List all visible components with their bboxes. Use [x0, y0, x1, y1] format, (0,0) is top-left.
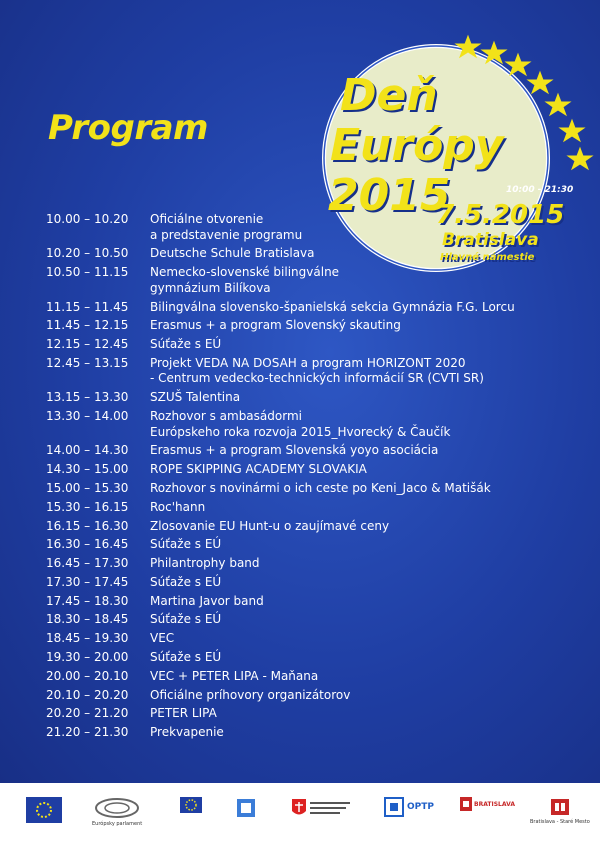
schedule-time: 16.30 – 16.45	[46, 537, 129, 552]
schedule-row	[46, 500, 586, 516]
star-icon	[528, 72, 552, 93]
schedule-row	[46, 481, 586, 497]
page-title: Program	[48, 108, 208, 148]
schedule-event: Erasmus + a program Slovenský skauting	[150, 318, 401, 333]
schedule-time: 18.45 – 19.30	[46, 631, 129, 646]
schedule-time: 12.15 – 12.45	[46, 337, 129, 352]
schedule-time: 15.30 – 16.15	[46, 499, 129, 514]
schedule-row	[46, 443, 586, 459]
schedule-time: 10.20 – 10.50	[46, 246, 129, 261]
schedule-row	[46, 462, 586, 478]
schedule-time: 12.45 – 13.15	[46, 355, 129, 370]
logo-year: 2015	[328, 170, 451, 221]
schedule-time: 14.30 – 15.00	[46, 462, 129, 477]
schedule-time: 14.00 – 14.30	[46, 443, 129, 458]
schedule-event: Súťaže s EÚ	[150, 574, 222, 589]
schedule-row	[46, 246, 586, 262]
european-commission-icon	[26, 797, 62, 823]
schedule-time: 10.00 – 10.20	[46, 212, 129, 226]
schedule-event: VEC	[150, 631, 175, 646]
schedule-event: Martina Javor band	[150, 593, 264, 608]
logo-time: 10:00 - 21:30	[506, 185, 574, 195]
schedule-row	[46, 390, 586, 406]
ministry-icon	[290, 797, 352, 819]
schedule-time: 17.45 – 18.30	[46, 593, 129, 608]
schedule-row	[46, 594, 586, 610]
schedule-row	[46, 631, 586, 647]
parliament-icon	[94, 797, 140, 819]
schedule-time: 21.20 – 21.30	[46, 725, 129, 740]
schedule-row	[46, 300, 586, 316]
schedule-event: Oficiálne otvorenie a predstavenie programu	[150, 212, 303, 242]
schedule-time: 18.30 – 18.45	[46, 612, 129, 627]
logo-word-europy: Európy	[330, 120, 504, 171]
schedule-event: Súťaže s EÚ	[150, 337, 222, 352]
schedule-event: Súťaže s EÚ	[150, 650, 222, 664]
schedule-row	[46, 650, 586, 666]
schedule-row	[46, 575, 586, 591]
logo-word-den: Deň	[340, 70, 438, 121]
schedule-event: Projekt VEDA NA DOSAH a program HORIZONT 2020 - Centrum vedecko-technických informácií SR (CVTI SR)	[150, 355, 484, 386]
logo-place: Hlavné námestie	[440, 252, 535, 263]
schedule-row	[46, 409, 586, 440]
schedule-time: 15.00 – 15.30	[46, 480, 129, 495]
european-parliament-logo: Európsky parlament	[92, 797, 142, 827]
schedule-time: 13.30 – 14.00	[46, 409, 129, 424]
schedule-event: Nemecko-slovenské bilingválne gymnázium Bilíkova	[150, 265, 340, 295]
schedule-time: 20.00 – 20.10	[46, 668, 129, 683]
eu-flag-icon	[180, 797, 202, 813]
schedule-row	[46, 212, 586, 243]
schedule-event: VEC + PETER LIPA - Maňana	[150, 668, 319, 683]
schedule-event: Súťaže s EÚ	[150, 537, 222, 552]
stare-mesto-crest-icon	[549, 797, 571, 817]
schedule-time: 11.15 – 11.45	[46, 299, 129, 314]
schedule-row	[46, 356, 586, 387]
logo-date: 7.5.2015	[436, 200, 565, 230]
schedule-event: Rozhovor s ambasádormi Európskeho roka rozvoja 2015_Hvorecký & Čaučík	[150, 409, 451, 439]
ministry-logo	[290, 797, 352, 819]
schedule-time: 16.45 – 17.30	[46, 556, 129, 571]
eu-flag-logo	[180, 797, 202, 813]
schedule-row	[46, 669, 586, 685]
schedule-event: Prekvapenie	[150, 725, 224, 740]
schedule-time: 19.30 – 20.00	[46, 650, 129, 664]
schedule-time: 20.10 – 20.20	[46, 687, 129, 702]
schedule-time: 16.15 – 16.30	[46, 518, 129, 533]
schedule-list	[46, 212, 586, 744]
schedule-row	[46, 318, 586, 334]
schedule-time: 20.20 – 21.20	[46, 706, 129, 721]
iuventa-icon	[235, 797, 257, 819]
schedule-row	[46, 706, 586, 722]
schedule-event: Deutsche Schule Bratislava	[150, 246, 315, 261]
schedule-row	[46, 519, 586, 535]
logo-city: Bratislava	[442, 230, 539, 250]
schedule-event: Zlosovanie EU Hunt-u o zaujímavé ceny	[150, 518, 390, 533]
schedule-event: Erasmus + a program Slovenská yoyo asociácia	[150, 443, 439, 458]
star-icon	[568, 148, 592, 169]
schedule-event: Bilingválna slovensko-španielská sekcia Gymnázia F.G. Lorcu	[150, 299, 515, 314]
schedule-event: Rozhovor s novinármi o ich ceste po Keni_Jaco & Matišák	[150, 480, 491, 495]
schedule-row	[46, 537, 586, 553]
schedule-row	[46, 556, 586, 572]
schedule-event: Oficiálne príhovory organizátorov	[150, 687, 351, 702]
schedule-time: 10.50 – 11.15	[46, 265, 129, 280]
star-icon	[560, 120, 584, 141]
schedule-event: Roc'hann	[150, 499, 206, 514]
schedule-row	[46, 337, 586, 353]
stare-mesto-logo: Bratislava - Staré Mesto	[530, 797, 590, 825]
iuventa-logo	[235, 797, 257, 819]
schedule-time: 11.45 – 12.15	[46, 318, 129, 333]
schedule-event: Súťaže s EÚ	[150, 612, 222, 627]
optp-icon	[384, 797, 404, 817]
star-icon	[546, 94, 570, 115]
schedule-event: ROPE SKIPPING ACADEMY SLOVAKIA	[150, 462, 367, 477]
schedule-row	[46, 612, 586, 628]
schedule-row	[46, 725, 586, 741]
bratislava-logo: BRATISLAVA	[460, 797, 515, 811]
schedule-event: PETER LIPA	[150, 706, 217, 721]
schedule-row	[46, 265, 586, 296]
bratislava-crest-icon	[460, 797, 472, 811]
schedule-time: 17.30 – 17.45	[46, 574, 129, 589]
optp-logo: OPTP	[384, 797, 434, 817]
schedule-event: SZUŠ Talentina	[150, 390, 241, 405]
schedule-event: Philantrophy band	[150, 556, 260, 571]
schedule-time: 13.15 – 13.30	[46, 390, 129, 405]
sponsor-footer	[0, 783, 600, 847]
european-commission-logo	[26, 797, 62, 823]
schedule-row	[46, 688, 586, 704]
